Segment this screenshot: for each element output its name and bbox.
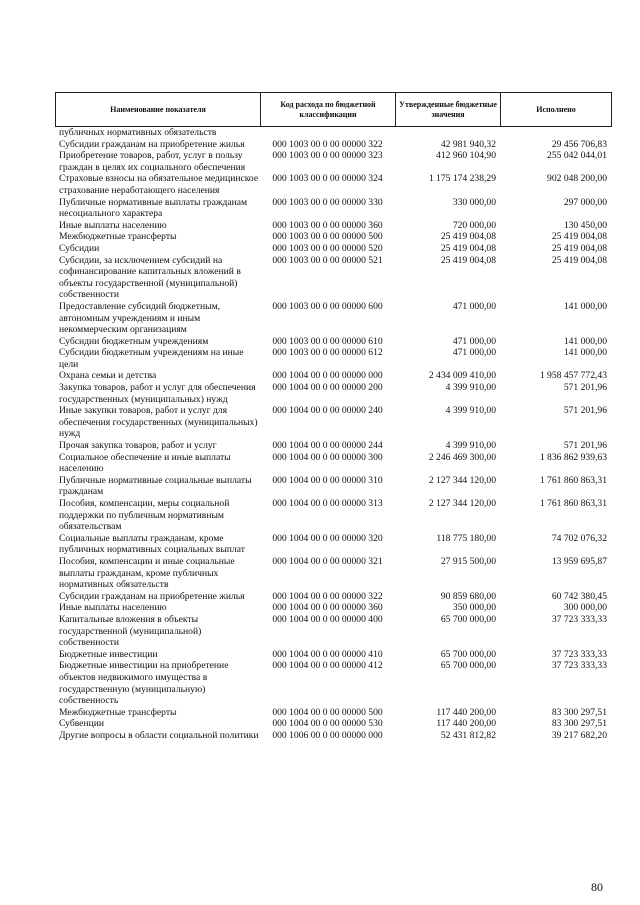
table-row xyxy=(55,243,611,255)
row-name: Иные закупки товаров, работ и услуг для обеспечения государственных (муниципальных) нужд xyxy=(59,405,258,440)
row-executed: 74 702 076,32 xyxy=(551,532,607,544)
row-executed: 141 000,00 xyxy=(563,347,607,359)
row-name: Иные выплаты населению xyxy=(59,219,167,231)
row-name: Бюджетные инвестиции на приобретение объектов недвижимого имущества в государственную (муниципальную) собственность xyxy=(59,660,229,707)
row-executed: 25 419 004,08 xyxy=(551,242,607,254)
table-row xyxy=(55,649,611,661)
row-executed: 13 959 695,87 xyxy=(551,555,607,567)
row-approved: 25 419 004,08 xyxy=(440,242,496,254)
table-row xyxy=(55,707,611,719)
row-code: 000 1003 00 0 00 00000 322 xyxy=(272,138,383,150)
table-row xyxy=(55,127,611,139)
row-code: 000 1004 00 0 00 00000 300 xyxy=(272,451,383,463)
row-executed: 571 201,96 xyxy=(563,440,607,452)
row-approved: 4 399 910,00 xyxy=(445,405,496,417)
row-executed: 141 000,00 xyxy=(563,300,607,312)
row-executed: 37 723 333,33 xyxy=(551,613,607,625)
row-approved: 4 399 910,00 xyxy=(445,382,496,394)
row-executed: 571 201,96 xyxy=(563,382,607,394)
table-row xyxy=(55,730,611,742)
row-approved: 25 419 004,08 xyxy=(440,254,496,266)
row-executed: 1 761 860 863,31 xyxy=(539,498,607,509)
row-name: Межбюджетные трансферты xyxy=(59,231,177,243)
table-row xyxy=(55,382,611,405)
table-row xyxy=(55,150,611,173)
row-name: Межбюджетные трансферты xyxy=(59,706,177,718)
row-code: 000 1004 00 0 00 00000 322 xyxy=(272,590,383,602)
row-executed: 29 456 706,83 xyxy=(551,138,607,150)
row-approved: 25 419 004,08 xyxy=(440,231,496,243)
row-code: 000 1003 00 0 00 00000 500 xyxy=(272,231,383,243)
row-approved: 350 000,00 xyxy=(452,602,496,614)
row-code: 000 1003 00 0 00 00000 600 xyxy=(272,300,383,312)
row-code: 000 1004 00 0 00 00000 400 xyxy=(272,613,383,625)
row-approved: 471 000,00 xyxy=(452,300,496,312)
row-code: 000 1003 00 0 00 00000 360 xyxy=(272,219,383,231)
row-executed: 1 958 457 772,43 xyxy=(539,370,607,382)
row-executed: 25 419 004,08 xyxy=(551,231,607,243)
row-executed: 37 723 333,33 xyxy=(551,648,607,660)
row-approved: 2 127 344 120,00 xyxy=(428,474,496,486)
row-name: Закупка товаров, работ и услуг для обеспечения государственных (муниципальных) нужд xyxy=(59,382,256,405)
table-header xyxy=(55,92,612,127)
table-row xyxy=(55,614,611,649)
row-code: 000 1004 00 0 00 00000 200 xyxy=(272,382,383,394)
table-row xyxy=(55,139,611,151)
row-name: Субсидии, за исключением субсидий на софинансирование капитальных вложений в объекты государственной (муниципальной) собственности xyxy=(59,254,241,301)
row-code: 000 1004 00 0 00 00000 313 xyxy=(272,498,383,509)
row-code: 000 1003 00 0 00 00000 324 xyxy=(272,173,383,185)
row-executed: 141 000,00 xyxy=(563,335,607,347)
table-row xyxy=(55,718,611,730)
row-code: 000 1004 00 0 00 00000 240 xyxy=(272,405,383,417)
row-name: Субсидии бюджетным учреждениям xyxy=(59,335,209,347)
row-code xyxy=(260,127,395,139)
row-code: 000 1003 00 0 00 00000 610 xyxy=(272,335,383,347)
row-code: 000 1003 00 0 00 00000 521 xyxy=(272,254,383,266)
row-executed: 1 761 860 863,31 xyxy=(539,474,607,486)
row-executed: 255 042 044,01 xyxy=(547,150,607,162)
row-approved: 4 399 910,00 xyxy=(445,440,496,452)
row-code: 000 1003 00 0 00 00000 323 xyxy=(272,150,383,162)
row-executed: 130 450,00 xyxy=(563,219,607,231)
row-name: Социальные выплаты гражданам, кроме публичных нормативных социальных выплат xyxy=(59,532,245,556)
table-row xyxy=(55,301,611,336)
row-executed: 25 419 004,08 xyxy=(551,254,607,266)
row-executed: 902 048 200,00 xyxy=(547,173,607,185)
row-approved: 27 915 500,00 xyxy=(440,555,496,567)
row-executed: 37 723 333,33 xyxy=(551,660,607,672)
header-approved: Утвержденные бюджетные значения xyxy=(396,93,501,127)
row-approved: 52 431 812,82 xyxy=(440,729,496,741)
row-approved: 330 000,00 xyxy=(452,196,496,208)
table-row xyxy=(55,197,611,220)
row-name: Субсидии гражданам на приобретение жилья xyxy=(59,590,245,602)
row-code: 000 1003 00 0 00 00000 520 xyxy=(272,242,383,254)
row-executed: 1 836 862 939,63 xyxy=(539,451,607,463)
row-code: 000 1006 00 0 00 00000 000 xyxy=(272,729,383,741)
table-row xyxy=(55,440,611,452)
row-name: Пособия, компенсации и иные социальные выплаты гражданам, кроме публичных нормативных обязательств xyxy=(59,555,235,591)
row-name: Субвенции xyxy=(59,718,104,730)
row-executed: 300 000,00 xyxy=(563,602,607,614)
table-row xyxy=(55,556,611,591)
row-code: 000 1004 00 0 00 00000 320 xyxy=(272,532,383,544)
row-name: Субсидии xyxy=(59,242,100,254)
row-approved: 117 440 200,00 xyxy=(436,718,496,730)
row-name: Пособия, компенсации, меры социальной поддержки по публичным нормативным обязательствам xyxy=(59,498,230,533)
row-approved: 720 000,00 xyxy=(452,219,496,231)
row-executed xyxy=(500,127,611,139)
row-code: 000 1004 00 0 00 00000 360 xyxy=(272,602,383,614)
row-executed: 297 000,00 xyxy=(563,196,607,208)
row-approved: 1 175 174 238,29 xyxy=(428,173,496,185)
row-approved: 471 000,00 xyxy=(452,347,496,359)
row-code: 000 1003 00 0 00 00000 330 xyxy=(272,196,383,208)
row-name: Предоставление субсидий бюджетным, автономным учреждениям и иным некоммерческим организациям xyxy=(59,300,221,336)
row-approved: 42 981 940,32 xyxy=(440,138,496,150)
row-approved: 412 960 104,90 xyxy=(436,150,496,162)
table-row xyxy=(55,231,611,243)
row-approved: 65 700 000,00 xyxy=(440,660,496,672)
row-name: Бюджетные инвестиции xyxy=(59,648,158,660)
row-approved: 2 127 344 120,00 xyxy=(428,498,496,509)
row-name: Субсидии бюджетным учреждениям на иные цели xyxy=(59,347,244,370)
row-name: Иные выплаты населению xyxy=(59,602,167,614)
table-row xyxy=(55,475,611,498)
row-code: 000 1004 00 0 00 00000 500 xyxy=(272,706,383,718)
row-approved xyxy=(395,127,500,139)
row-approved: 90 859 680,00 xyxy=(440,590,496,602)
budget-table xyxy=(55,92,611,741)
row-name: Страховые взносы на обязательное медицинское страхование неработающего населения xyxy=(59,173,259,196)
header-name: Наименование показателя xyxy=(56,93,261,127)
table-row xyxy=(55,405,611,440)
row-executed: 83 300 297,51 xyxy=(551,706,607,718)
table-row xyxy=(55,370,611,382)
table-row xyxy=(55,533,611,556)
row-code: 000 1004 00 0 00 00000 244 xyxy=(272,440,383,452)
row-approved: 2 246 469 300,00 xyxy=(428,451,496,463)
row-name: Прочая закупка товаров, работ и услуг xyxy=(59,440,217,452)
row-name: Субсидии гражданам на приобретение жилья xyxy=(59,138,245,150)
row-approved: 117 440 200,00 xyxy=(436,706,496,718)
row-approved: 2 434 009 410,00 xyxy=(428,370,496,382)
row-code: 000 1004 00 0 00 00000 310 xyxy=(272,474,383,486)
table-row xyxy=(55,591,611,603)
row-approved: 65 700 000,00 xyxy=(440,648,496,660)
table-row xyxy=(55,660,611,706)
row-name: Социальное обеспечение и иные выплаты населению xyxy=(59,451,231,475)
row-name: Публичные нормативные выплаты гражданам несоциального характера xyxy=(59,196,248,220)
row-name: Приобретение товаров, работ, услуг в пользу граждан в целях их социального обеспечения xyxy=(59,150,246,173)
row-name: Другие вопросы в области социальной политики xyxy=(59,729,259,741)
table-row xyxy=(55,255,611,301)
row-executed: 571 201,96 xyxy=(563,405,607,417)
row-approved: 471 000,00 xyxy=(452,335,496,347)
row-approved: 118 775 180,00 xyxy=(436,532,496,544)
header-executed: Исполнено xyxy=(501,93,612,127)
row-code: 000 1004 00 0 00 00000 000 xyxy=(272,370,383,382)
row-code: 000 1004 00 0 00 00000 412 xyxy=(272,660,383,672)
table-row xyxy=(55,602,611,614)
row-name: публичных нормативных обязательств xyxy=(59,127,217,138)
table-body xyxy=(55,127,611,741)
row-name: Капитальные вложения в объекты государственной (муниципальной) собственности xyxy=(59,613,202,649)
table-row xyxy=(55,336,611,348)
table-row xyxy=(55,452,611,475)
row-code: 000 1004 00 0 00 00000 410 xyxy=(272,648,383,660)
row-executed: 60 742 380,45 xyxy=(551,590,607,602)
row-code: 000 1003 00 0 00 00000 612 xyxy=(272,347,383,359)
row-executed: 39 217 682,20 xyxy=(551,729,607,741)
header-code: Код расхода по бюджетной классификации xyxy=(261,93,396,127)
row-name: Охрана семьи и детства xyxy=(59,370,157,382)
table-row xyxy=(55,220,611,232)
row-code: 000 1004 00 0 00 00000 321 xyxy=(272,555,383,567)
row-executed: 83 300 297,51 xyxy=(551,718,607,730)
row-code: 000 1004 00 0 00 00000 530 xyxy=(272,718,383,730)
row-name: Публичные нормативные социальные выплаты гражданам xyxy=(59,474,252,498)
page-number: 80 xyxy=(591,880,603,894)
row-approved: 65 700 000,00 xyxy=(440,613,496,625)
table-row xyxy=(55,173,611,196)
table-row xyxy=(55,347,611,370)
table-row xyxy=(55,498,611,533)
